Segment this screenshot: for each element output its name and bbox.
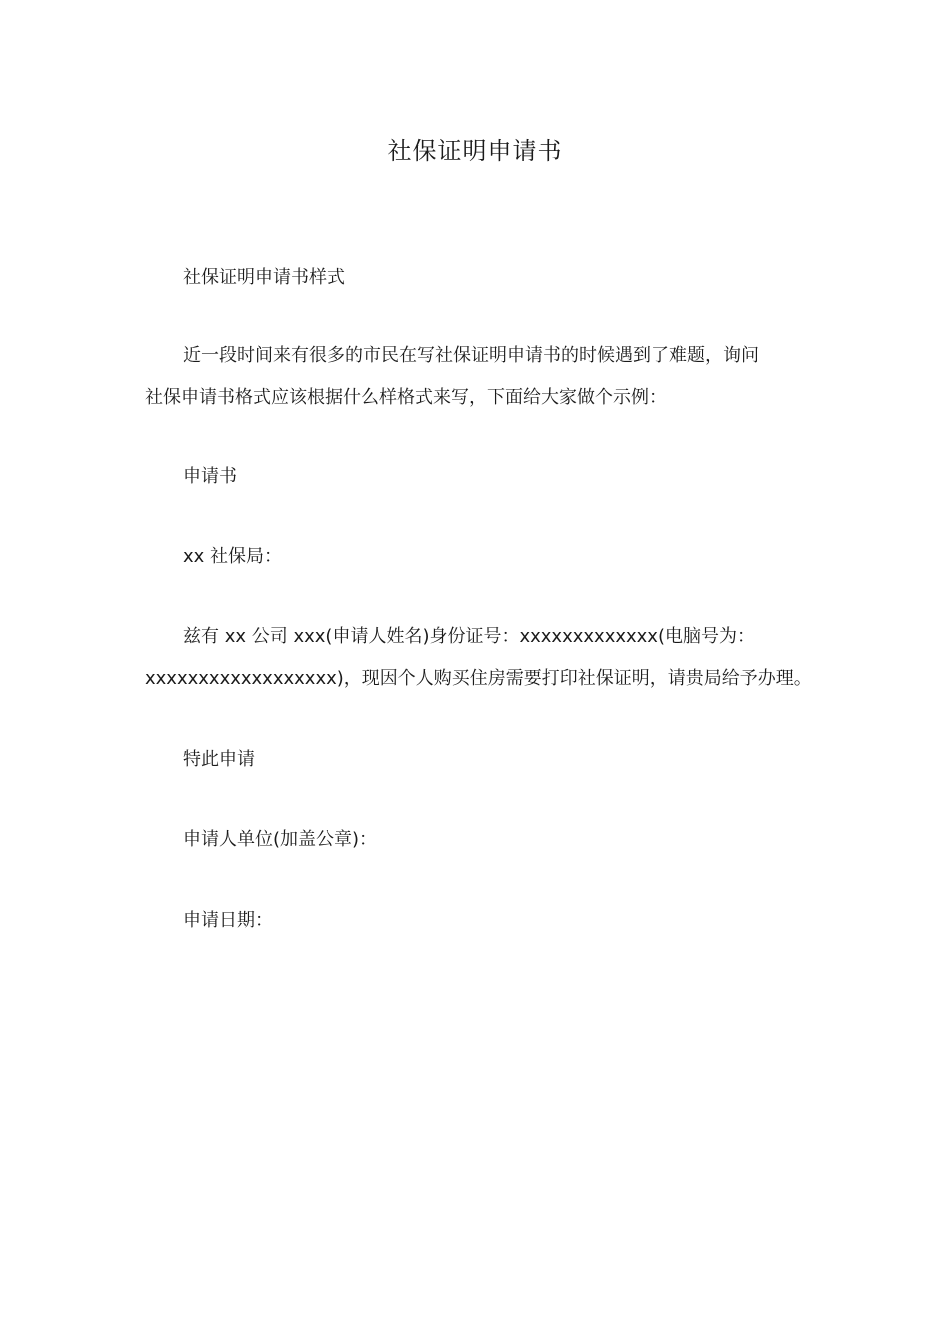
body-line-1: 兹有 xx 公司 xxx(申请人姓名)身份证号：xxxxxxxxxxxxx(电脑号为： bbox=[183, 626, 755, 647]
body-line-2: xxxxxxxxxxxxxxxxxx)，现因个人购买住房需要打印社保证明，请贵局给予办理。 bbox=[145, 668, 812, 689]
document-title: 社保证明申请书 bbox=[387, 137, 563, 165]
apply-date: 申请日期： bbox=[183, 910, 273, 931]
intro-line-2: 社保申请书格式应该根据什么样格式来写，下面给大家做个示例： bbox=[145, 387, 667, 408]
intro-line-1: 近一段时间来有很多的市民在写社保证明申请书的时候遇到了难题，询问 bbox=[183, 345, 759, 366]
applicant-unit: 申请人单位(加盖公章)： bbox=[183, 829, 378, 850]
addressee: xx 社保局： bbox=[183, 546, 283, 567]
closing: 特此申请 bbox=[183, 749, 255, 770]
subtitle: 社保证明申请书样式 bbox=[183, 267, 345, 288]
letter-heading: 申请书 bbox=[183, 466, 237, 487]
